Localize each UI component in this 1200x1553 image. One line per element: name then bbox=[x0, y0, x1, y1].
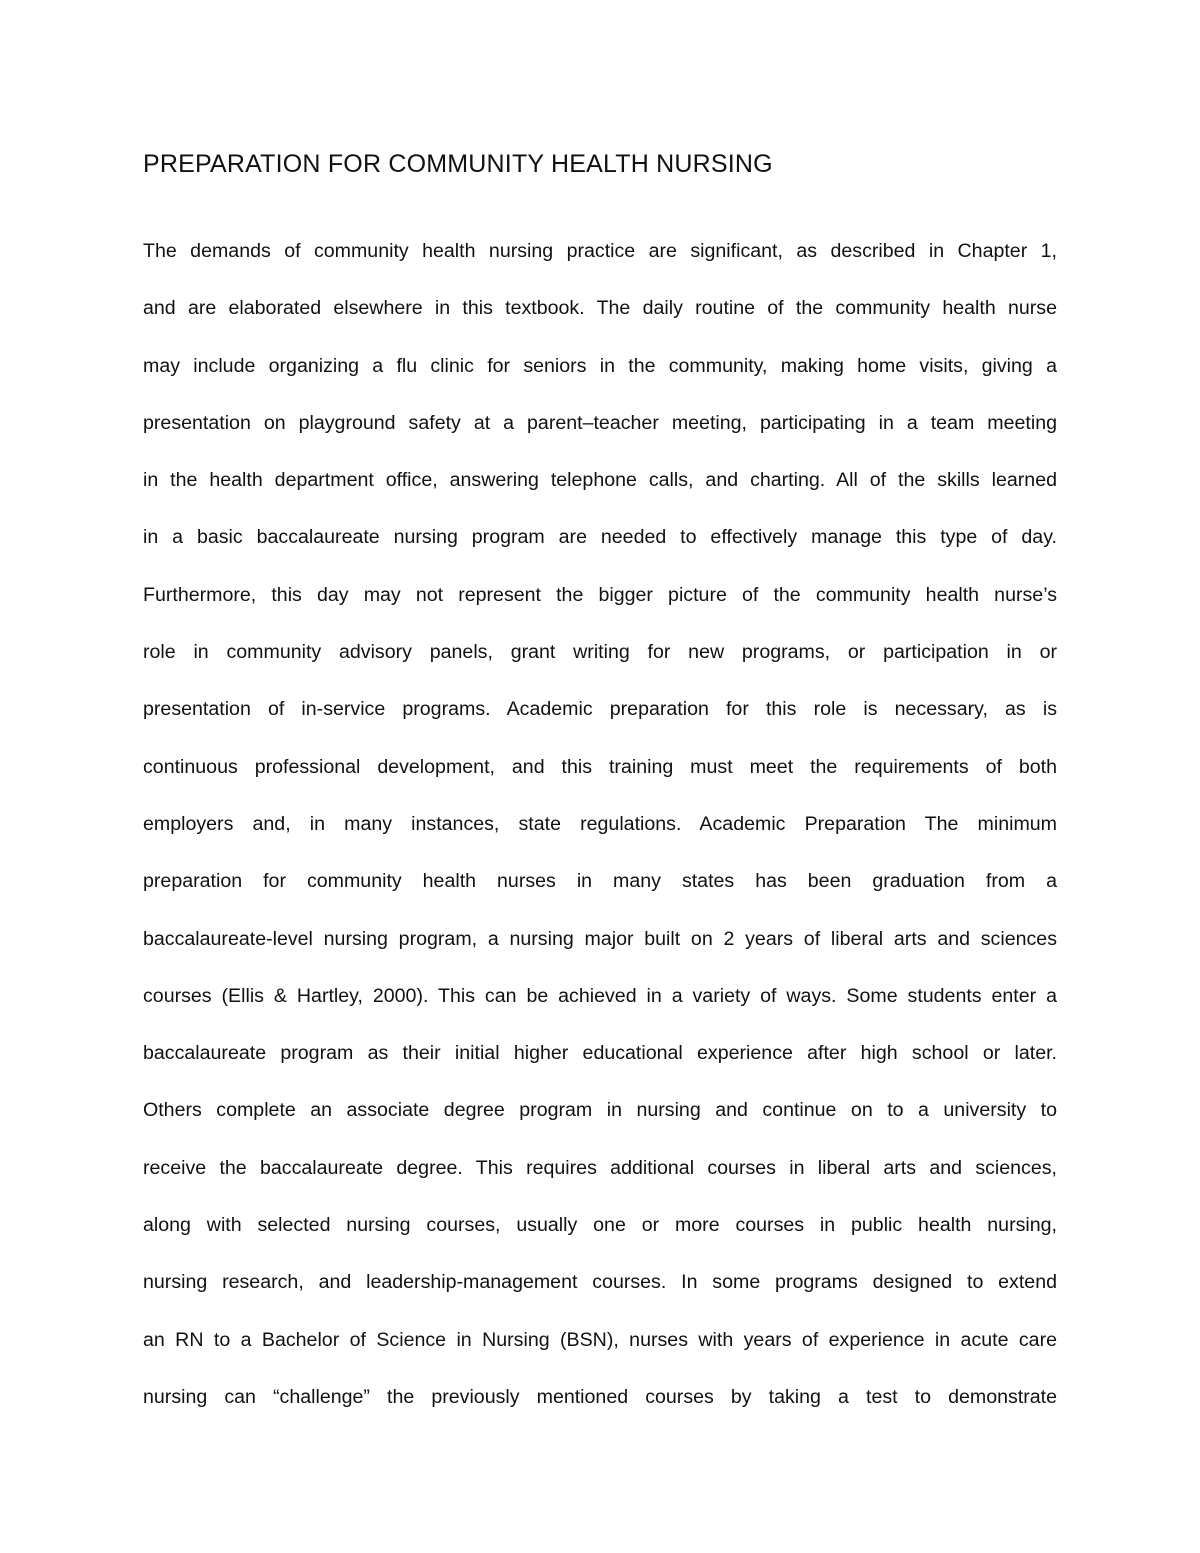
text-line: and are elaborated elsewhere in this textbook. The daily routine of the community health nurse bbox=[143, 297, 1057, 320]
text-line: presentation on playground safety at a parent–teacher meeting, participating in a team meeting bbox=[143, 411, 1057, 434]
text-line: nursing can “challenge” the previously mentioned courses by taking a test to demonstrate bbox=[143, 1385, 1057, 1408]
text-line: employers and, in many instances, state regulations. Academic Preparation The minimum bbox=[143, 812, 1057, 835]
text-line: along with selected nursing courses, usually one or more courses in public health nursing, bbox=[143, 1214, 1057, 1237]
text-line: Furthermore, this day may not represent the bigger picture of the community health nurse’s bbox=[143, 583, 1057, 606]
text-line: baccalaureate-level nursing program, a nursing major built on 2 years of liberal arts and sciences bbox=[143, 927, 1057, 950]
text-line: preparation for community health nurses in many states has been graduation from a bbox=[143, 870, 1057, 893]
document-title: PREPARATION FOR COMMUNITY HEALTH NURSING bbox=[143, 150, 773, 178]
text-line: role in community advisory panels, grant writing for new programs, or participation in or bbox=[143, 641, 1057, 664]
text-line: an RN to a Bachelor of Science in Nursing (BSN), nurses with years of experience in acute care bbox=[143, 1328, 1057, 1351]
body-paragraph bbox=[143, 234, 1057, 1437]
text-line: Others complete an associate degree program in nursing and continue on to a university to bbox=[143, 1099, 1057, 1122]
text-line: continuous professional development, and this training must meet the requirements of both bbox=[143, 755, 1057, 778]
text-line: receive the baccalaureate degree. This requires additional courses in liberal arts and sciences, bbox=[143, 1156, 1057, 1179]
text-line: may include organizing a flu clinic for seniors in the community, making home visits, giving a bbox=[143, 354, 1057, 377]
text-line: The demands of community health nursing practice are significant, as described in Chapter 1, bbox=[143, 240, 1057, 262]
text-line: in a basic baccalaureate nursing program are needed to effectively manage this type of day. bbox=[143, 526, 1057, 549]
text-line: presentation of in-service programs. Academic preparation for this role is necessary, as is bbox=[143, 698, 1057, 721]
text-line: courses (Ellis & Hartley, 2000). This can be achieved in a variety of ways. Some students enter a bbox=[143, 984, 1057, 1007]
text-line: in the health department office, answering telephone calls, and charting. All of the skills learned bbox=[143, 469, 1057, 492]
text-line: baccalaureate program as their initial higher educational experience after high school or later. bbox=[143, 1042, 1057, 1065]
text-line: nursing research, and leadership-management courses. In some programs designed to extend bbox=[143, 1271, 1057, 1294]
